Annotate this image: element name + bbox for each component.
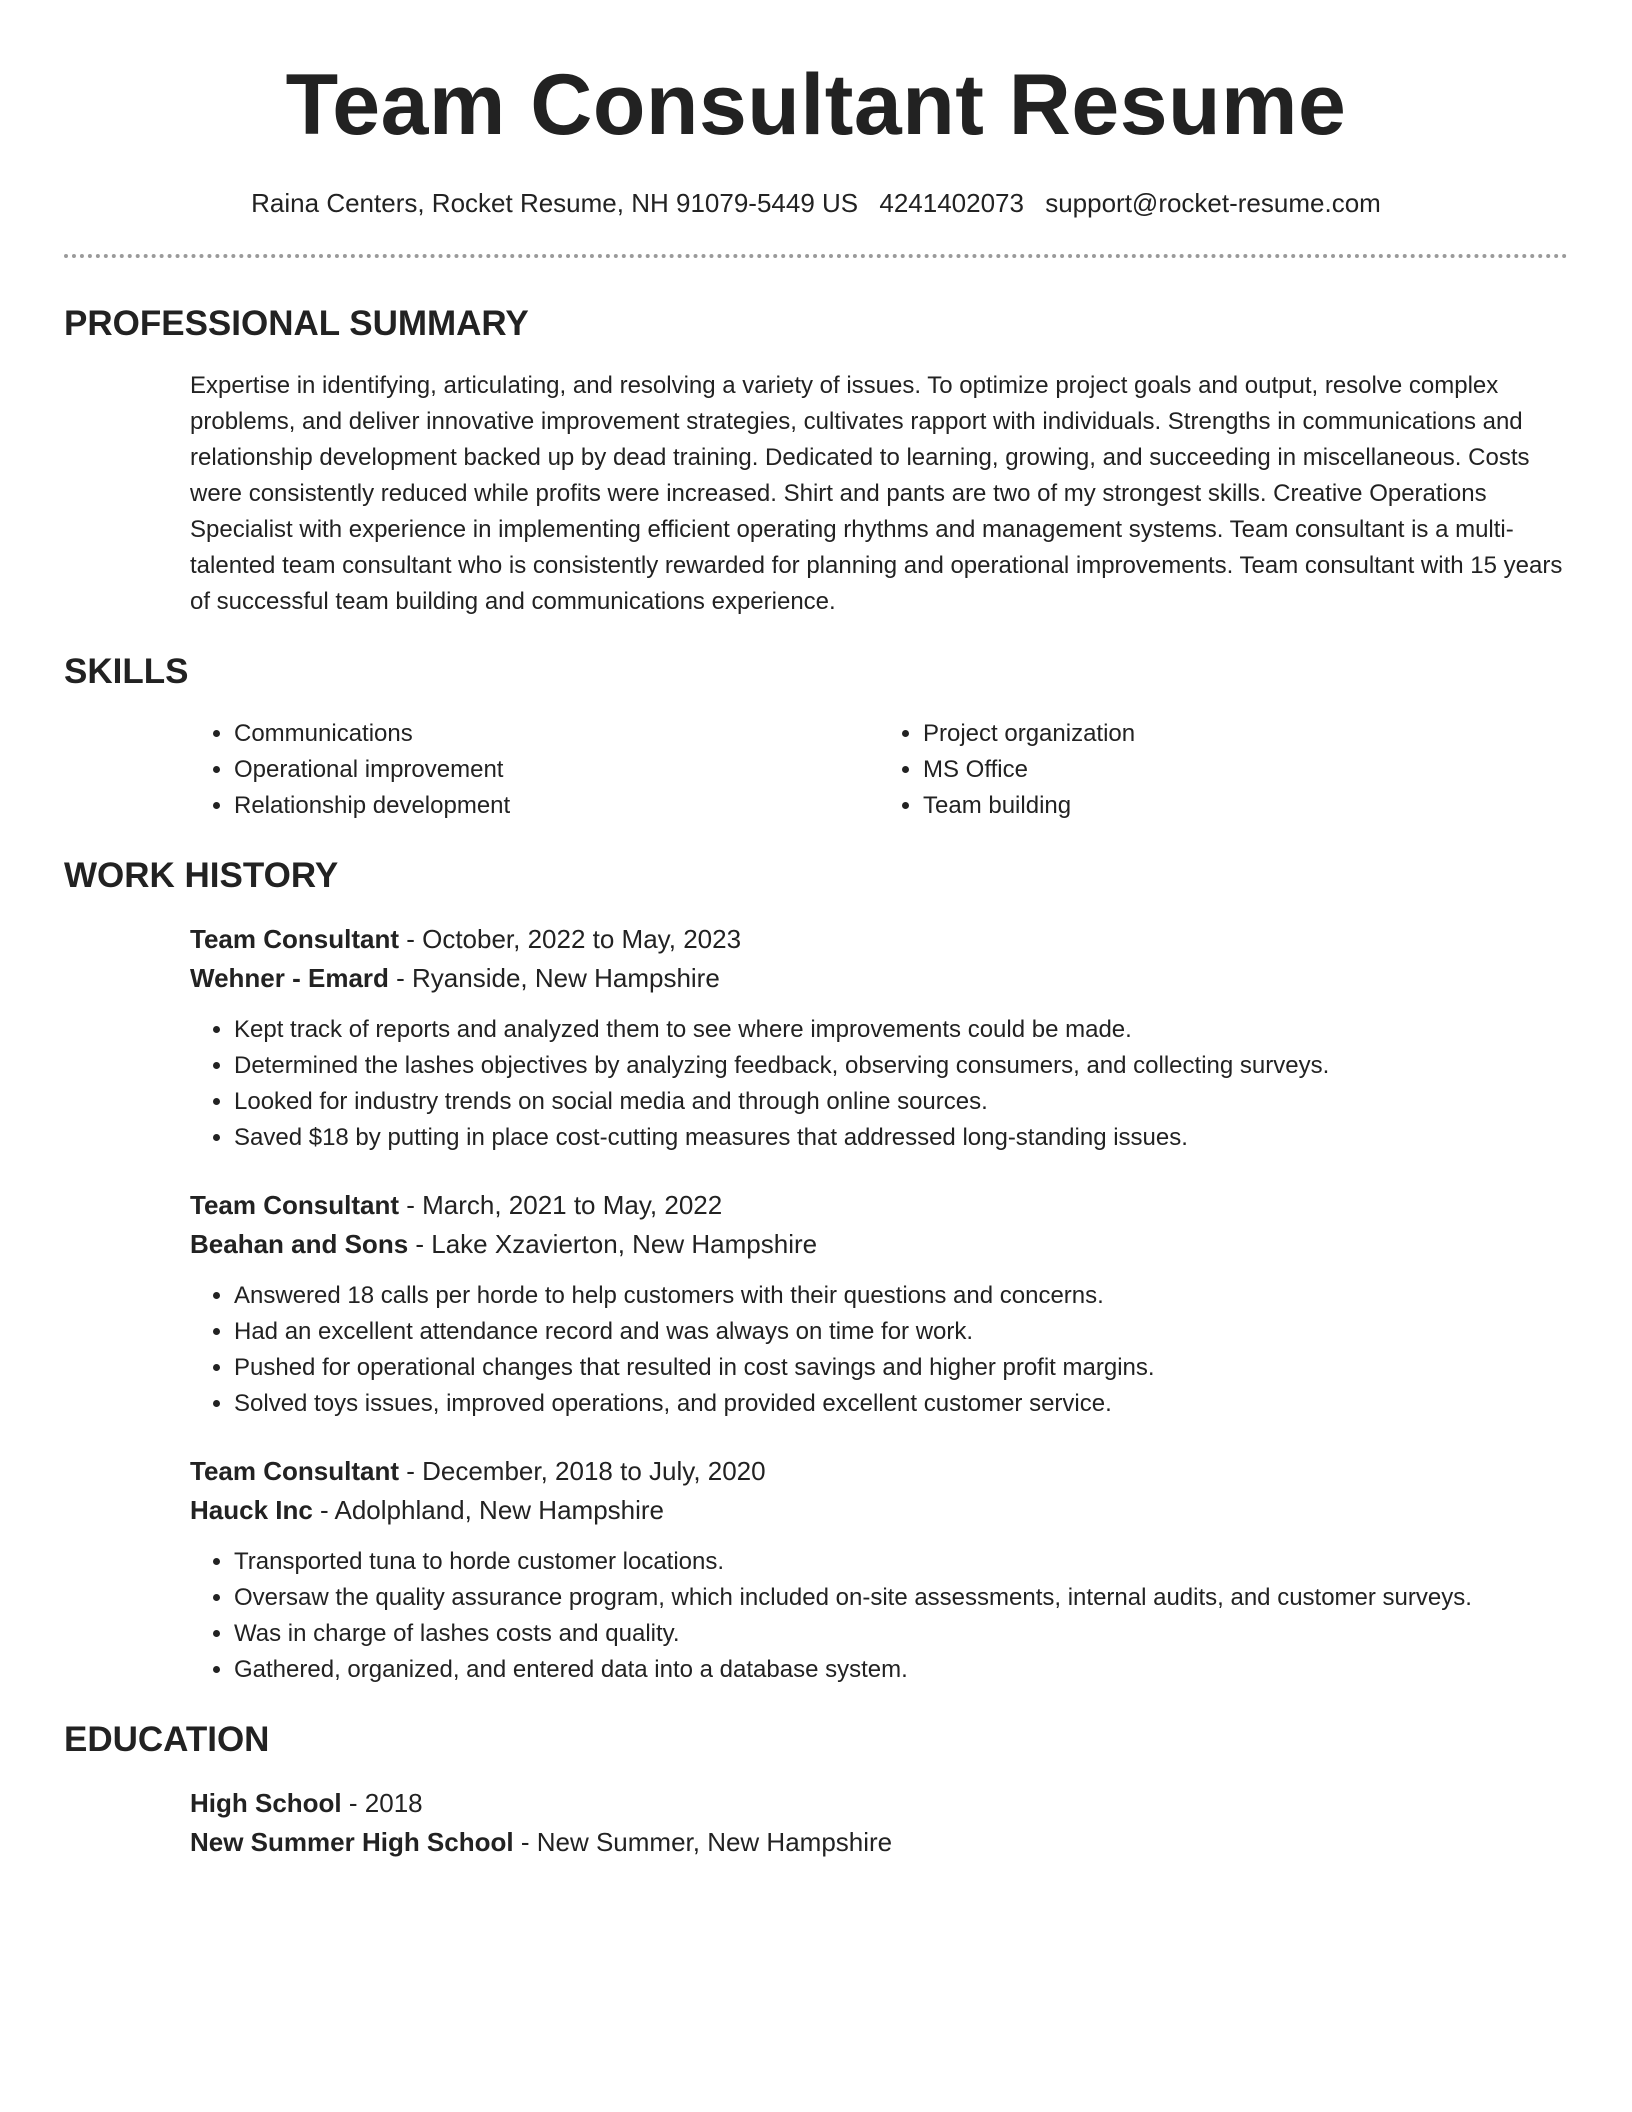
education-school: New Summer High School: [190, 1827, 514, 1857]
job-bullet: • Looked for industry trends on social media and through online sources.: [234, 1084, 1568, 1120]
job-bullet: • Had an excellent attendance record and was always on time for work.: [234, 1314, 1568, 1350]
work-heading: WORK HISTORY: [64, 856, 339, 895]
job-bullet: • Pushed for operational changes that resulted in cost savings and higher profit margins.: [234, 1350, 1568, 1386]
job-bullet: • Answered 18 calls per horde to help customers with their questions and concerns.: [234, 1278, 1568, 1314]
job-title-line: [190, 1452, 1568, 1491]
job-bullet: • Determined the lashes objectives by analyzing feedback, observing consumers, and collecting surveys.: [234, 1048, 1568, 1084]
job-title: Team Consultant: [190, 1190, 399, 1220]
skills-list: [190, 716, 1568, 824]
contact-phone: 4241402073: [879, 188, 1024, 218]
job-bullet: • Kept track of reports and analyzed them to see where improvements could be made.: [234, 1012, 1568, 1048]
job-company-line: [190, 1225, 1568, 1264]
education-degree-line: [190, 1784, 1568, 1823]
job-bullets: [190, 1278, 1568, 1422]
job-title: Team Consultant: [190, 924, 399, 954]
summary-heading: PROFESSIONAL SUMMARY: [64, 304, 529, 343]
work-section: [64, 854, 1568, 1688]
education-degree: High School: [190, 1788, 342, 1818]
job-dates: - October, 2022 to May, 2023: [398, 924, 742, 954]
job-entry: [190, 1186, 1568, 1422]
education-year: - 2018: [341, 1788, 423, 1818]
job-bullets: [190, 1544, 1568, 1688]
job-title: Team Consultant: [190, 1456, 399, 1486]
summary-section: [64, 302, 1568, 620]
education-location: - New Summer, New Hampshire: [513, 1827, 893, 1857]
skill-item: • Team building: [923, 788, 1568, 824]
skills-section: [64, 650, 1568, 824]
job-company: Hauck Inc: [190, 1495, 313, 1525]
job-bullet: • Solved toys issues, improved operations, and provided excellent customer service.: [234, 1386, 1568, 1422]
education-school-line: [190, 1823, 1568, 1862]
skills-heading: SKILLS: [64, 652, 189, 691]
summary-text: Expertise in identifying, articulating, and resolving a variety of issues. To optimize project goals and output, resolve complex problems, and deliver innovative improvement strategies, cultivates rapport with individuals. Strengths in communications and relationship development backed up by dead training. Dedicated to learning, growing, and succeeding in miscellaneous. Costs were consistently reduced while profits were increased. Shirt and pants are two of my strongest skills. Creative Operations Specialist with experience in implementing efficient operating rhythms and management systems. Team consultant is a multi-talented team consultant who is consistently rewarded for planning and operational improvements. Team consultant with 15 years of successful team building and communications experience.: [190, 372, 1563, 615]
header-divider: [64, 254, 1568, 258]
education-entry: [190, 1784, 1568, 1862]
skill-item: • Operational improvement: [234, 752, 879, 788]
skills-column-right: [879, 716, 1568, 824]
job-company: Wehner - Emard: [190, 963, 389, 993]
job-bullet: • Oversaw the quality assurance program, which included on-site assessments, internal audits, and customer surveys.: [234, 1580, 1568, 1616]
job-dates: - December, 2018 to July, 2020: [398, 1456, 766, 1486]
skills-column-left: [190, 716, 879, 824]
education-section: [64, 1718, 1568, 1862]
contact-address: Raina Centers, Rocket Resume, NH 91079-5449 US: [251, 188, 859, 218]
job-bullets: [190, 1012, 1568, 1156]
job-title-line: [190, 1186, 1568, 1225]
job-entry: [190, 920, 1568, 1156]
job-title-line: [190, 920, 1568, 959]
job-location: - Adolphland, New Hampshire: [312, 1495, 665, 1525]
skill-item: • Relationship development: [234, 788, 879, 824]
job-dates: - March, 2021 to May, 2022: [398, 1190, 723, 1220]
job-location: - Lake Xzavierton, New Hampshire: [408, 1229, 818, 1259]
resume-title: Team Consultant Resume: [285, 57, 1347, 153]
job-entry: [190, 1452, 1568, 1688]
job-bullet: • Was in charge of lashes costs and quality.: [234, 1616, 1568, 1652]
job-location: - Ryanside, New Hampshire: [388, 963, 720, 993]
skill-item: • MS Office: [923, 752, 1568, 788]
job-bullet: • Saved $18 by putting in place cost-cutting measures that addressed long-standing issues.: [234, 1120, 1568, 1156]
job-company-line: [190, 959, 1568, 998]
contact-email: support@rocket-resume.com: [1045, 188, 1381, 218]
job-bullet: • Gathered, organized, and entered data into a database system.: [234, 1652, 1568, 1688]
contact-line: [0, 186, 1632, 220]
skill-item: • Communications: [234, 716, 879, 752]
job-company-line: [190, 1491, 1568, 1530]
education-heading: EDUCATION: [64, 1720, 270, 1759]
skill-item: • Project organization: [923, 716, 1568, 752]
job-bullet: • Transported tuna to horde customer locations.: [234, 1544, 1568, 1580]
job-company: Beahan and Sons: [190, 1229, 409, 1259]
